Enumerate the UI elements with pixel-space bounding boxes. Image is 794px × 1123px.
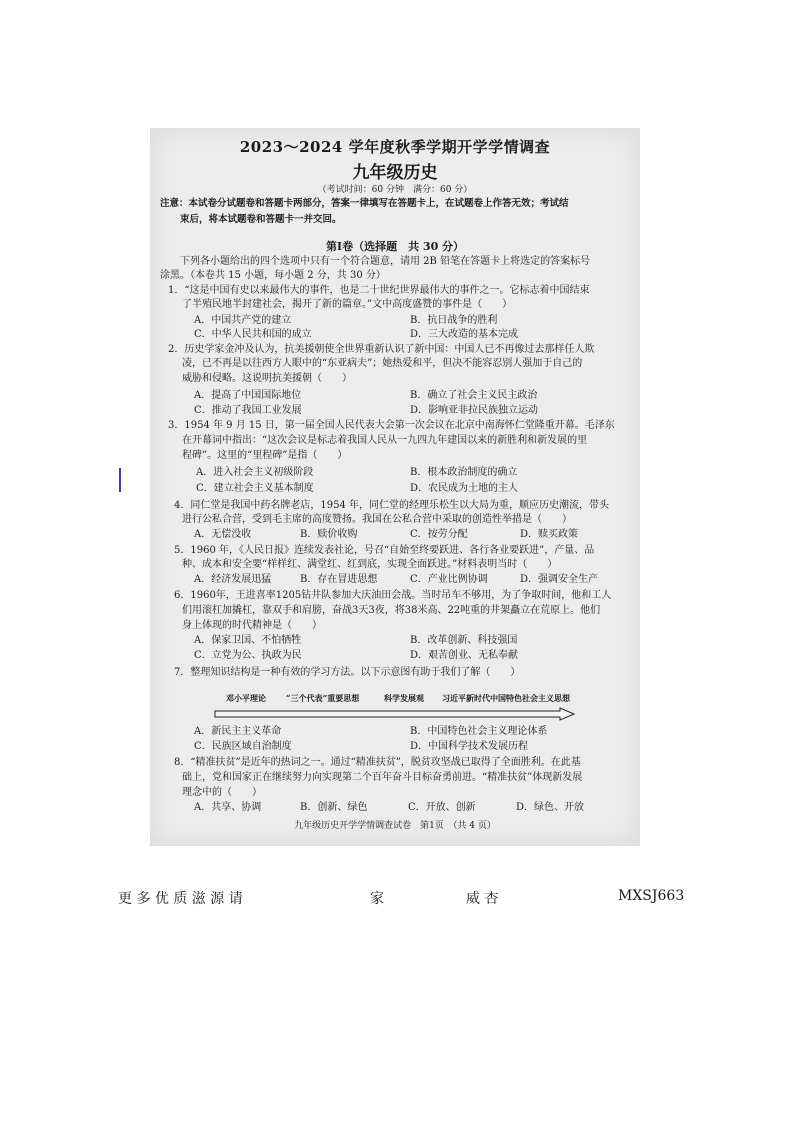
diagram-label: 习近平新时代中国特色社会主义思想 bbox=[442, 693, 570, 703]
diagram-label: 科学发展观 bbox=[384, 693, 424, 703]
exam-paper bbox=[150, 128, 640, 846]
question-text: 础上，党和国家正在继续努力向实现第二个百年奋斗目标奋勇前进。“精准扶贫”体现新发展 bbox=[182, 772, 583, 783]
watermark-text: 威 杏 bbox=[466, 891, 499, 907]
option: C．建立社会主义基本制度 bbox=[196, 483, 314, 494]
option: D．赎买政策 bbox=[520, 529, 579, 540]
option: D．农民成为土地的主人 bbox=[410, 483, 519, 494]
timeline-arrow-icon bbox=[214, 707, 576, 721]
question-text: 4．同仁堂是我国中药名牌老店，1954 年，同仁堂的经理乐松生以大局为重，顺应历史潮流，带头 bbox=[174, 500, 609, 511]
question-text: 6．1960年，王进喜率1205钻井队参加大庆油田会战。当时吊车不够用，为了争取时间，他和工人 bbox=[174, 590, 612, 601]
exam-title: 2023～2024 学年度秋季学期开学学情调查 bbox=[239, 138, 551, 156]
option: C．按劳分配 bbox=[410, 529, 468, 540]
option: B．创新、绿色 bbox=[300, 802, 368, 813]
question-text: 3．1954 年 9 月 15 日，第一届全国人民代表大会第一次会议在北京中南海怀仁堂隆重开幕。毛泽东 bbox=[168, 420, 615, 431]
exam-subject: 九年级历史 bbox=[352, 163, 438, 183]
option: D．强调安全生产 bbox=[520, 574, 599, 585]
option: D．中国科学技术发展历程 bbox=[410, 741, 529, 752]
option: B．确立了社会主义民主政治 bbox=[410, 390, 538, 401]
watermark-code: MXSJ663 bbox=[618, 888, 685, 904]
notice-line: 注意：本试卷分试题卷和答题卡两部分，答案一律填写在答题卡上，在试题卷上作答无效；考试结 bbox=[160, 198, 569, 209]
option: A．进入社会主义初级阶段 bbox=[196, 467, 314, 478]
option: C．产业比例协调 bbox=[410, 574, 488, 585]
question-text: 7．整理知识结构是一种有效的学习方法。以下示意图有助于我们了解（ ） bbox=[174, 667, 521, 678]
question-text: 身上体现的时代精神是（ ） bbox=[182, 620, 322, 631]
section-title: 第Ⅰ卷（选择题 共 30 分） bbox=[325, 240, 465, 253]
diagram-label: “三个代表”重要思想 bbox=[286, 693, 360, 703]
watermark-text: 更 多 优 质 滋 源 请 bbox=[118, 891, 243, 907]
option: A．经济发展迅猛 bbox=[194, 574, 272, 585]
option: D．艰苦创业、无私奉献 bbox=[410, 650, 519, 661]
knowledge-structure-diagram bbox=[214, 693, 576, 723]
option: C．开放、创新 bbox=[408, 802, 476, 813]
option: A．无偿没收 bbox=[194, 529, 252, 540]
notice-line: 束后，将本试题卷和答题卡一并交回。 bbox=[180, 214, 342, 225]
option: B．抗日战争的胜利 bbox=[410, 315, 498, 326]
section-instruction: 涂黑。（本卷共 15 小题，每小题 2 分，共 30 分） bbox=[160, 270, 386, 281]
question-text: 2．历史学家金冲及认为，抗美援朝使全世界重新认识了新中国：中国人已不再像过去那样任人欺 bbox=[168, 344, 595, 355]
question-text: 们用滚杠加撬杠，靠双手和肩膀，奋战3天3夜，将38米高、22吨重的井架矗立在荒原上。他们 bbox=[182, 605, 601, 616]
option: C．中华人民共和国的成立 bbox=[194, 329, 312, 340]
option: B．改革创新、科技强国 bbox=[410, 635, 518, 646]
question-text: 1．“这是中国有史以来最伟大的事件，也是二十世纪世界最伟大的事件之一。它标志着中国结束 bbox=[168, 285, 590, 296]
option: D．三大改造的基本完成 bbox=[410, 329, 519, 340]
option: A．提高了中国国际地位 bbox=[194, 390, 302, 401]
option: A．共享、协调 bbox=[194, 802, 262, 813]
question-text: 凌，已不再是以往西方人眼中的“东亚病夫”；她热爱和平，但决不能容忍别人强加于自己的 bbox=[182, 358, 583, 369]
option: B．存在冒进思想 bbox=[300, 574, 378, 585]
exam-info: （考试时间：60 分钟 满分：60 分） bbox=[317, 185, 473, 195]
watermark-text: 家 bbox=[370, 891, 384, 907]
option: A．中国共产党的建立 bbox=[194, 315, 292, 326]
scan-mark bbox=[119, 468, 121, 492]
option: C．推动了我国工业发展 bbox=[194, 405, 302, 416]
option: B．赎价收购 bbox=[300, 529, 358, 540]
diagram-label: 邓小平理论 bbox=[226, 693, 266, 703]
question-text: 进行公私合营，受到毛主席的高度赞扬。我国在公私合营中采取的创造性举措是（ ） bbox=[182, 514, 572, 525]
option: C．立党为公、执政为民 bbox=[194, 650, 302, 661]
question-text: 种、成本和安全要“样样红、满堂红、红到底，实现全面跃进。”材料表明当时（ ） bbox=[182, 559, 558, 570]
option: B．中国特色社会主义理论体系 bbox=[410, 726, 548, 737]
option: A．保家卫国、不怕牺牲 bbox=[194, 635, 302, 646]
option: C．民族区域自治制度 bbox=[194, 741, 292, 752]
option: D．绿色、开放 bbox=[516, 802, 585, 813]
question-text: 了半殖民地半封建社会，揭开了新的篇章。”文中高度盛赞的事件是（ ） bbox=[182, 299, 513, 310]
option: D．影响亚非拉民族独立运动 bbox=[410, 405, 539, 416]
page-footer: 九年级历史开学学情调查试卷 第1页 （共 4 页） bbox=[294, 821, 496, 831]
option: B．根本政治制度的确立 bbox=[410, 467, 518, 478]
question-text: 威胁和侵略。这说明抗美援朝（ ） bbox=[182, 373, 352, 384]
question-text: 程碑”。这里的“里程碑”是指（ ） bbox=[182, 450, 348, 461]
question-text: 在开幕词中指出：“这次会议是标志着我国人民从一九四九年建国以来的新胜利和新发展的里 bbox=[182, 435, 588, 446]
section-instruction: 下列各小题给出的四个选项中只有一个符合题意，请用 2B 铅笔在答题卡上将选定的答案标号 bbox=[180, 256, 591, 267]
question-text: 理念中的（ ） bbox=[182, 787, 262, 798]
question-text: 8．“精准扶贫”是近年的热词之一。通过“精准扶贫”，脱贫攻坚战已取得了全面胜利。在此基 bbox=[174, 757, 581, 768]
question-text: 5．1960 年，《人民日报》连续发表社论，号召“自始至终要跃进、各行各业要跃进”，产量、品 bbox=[174, 545, 595, 556]
option: A．新民主主义革命 bbox=[194, 726, 282, 737]
